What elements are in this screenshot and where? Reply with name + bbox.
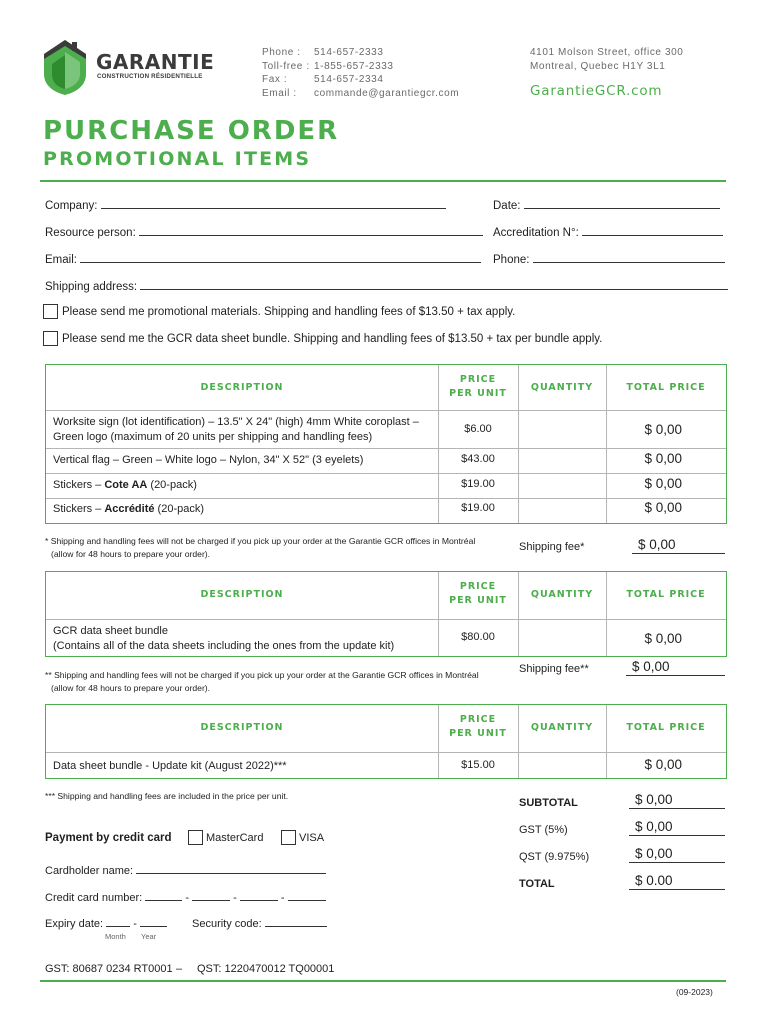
accreditation-field[interactable]	[493, 226, 723, 239]
contact-values	[314, 46, 459, 100]
phone-value: 514-657-2333	[314, 47, 384, 58]
card-number-seg1[interactable]	[145, 891, 182, 901]
contact-labels	[262, 46, 310, 100]
shipping-fee2-label: Shipping fee**	[519, 663, 589, 675]
garantie-logo-icon	[42, 38, 88, 96]
stickers-accredite-price: $19.00	[461, 502, 495, 514]
fax-value: 514-657-2334	[314, 74, 384, 85]
company-label: Company:	[45, 200, 98, 212]
logo-subtitle: CONSTRUCTION RÉSIDENTIELLE	[97, 73, 203, 80]
update-kit-total: $ 0,00	[644, 757, 682, 772]
bundle-total: $ 0,00	[644, 631, 682, 646]
footer-dash: –	[176, 963, 183, 975]
company-field[interactable]	[45, 199, 446, 212]
total-label: TOTAL	[519, 878, 555, 890]
address	[530, 46, 683, 73]
table1-note-line2: (allow for 48 hours to prepare your order).	[51, 549, 211, 559]
table2-header-total: TOTAL PRICE	[626, 589, 706, 600]
date-field[interactable]	[493, 199, 720, 212]
email-value[interactable]: commande@garantiegcr.com	[314, 87, 460, 99]
page-subtitle: PROMOTIONAL ITEMS	[43, 148, 312, 170]
address-line2: Montreal, Quebec H1Y 3L1	[530, 60, 666, 72]
stickers-cote-total: $ 0,00	[644, 476, 682, 491]
worksite-sign-price: $6.00	[464, 423, 492, 435]
qst-label: QST (9.975%)	[519, 851, 590, 863]
gst-number: GST: 80687 0234 RT0001	[45, 963, 173, 975]
page-title: PURCHASE ORDER	[43, 116, 340, 146]
security-code-label: Security code:	[192, 918, 262, 930]
mastercard-checkbox[interactable]	[188, 830, 203, 845]
email-form-label: Email:	[45, 254, 77, 266]
expiry-month-line[interactable]	[106, 917, 130, 927]
table1-header-price-line2: PER UNIT	[449, 388, 507, 399]
phone-line[interactable]	[533, 253, 725, 263]
cardholder-line[interactable]	[136, 864, 326, 874]
shipping-fee2-value: $ 0,00	[626, 659, 725, 676]
stickers-accredite-post: (20-pack)	[154, 503, 205, 515]
visa-label: VISA	[299, 832, 325, 844]
visa-checkbox[interactable]	[281, 830, 296, 845]
table3-header-price	[438, 713, 518, 741]
resource-line[interactable]	[139, 226, 483, 236]
shipping-fee-label: Shipping fee*	[519, 541, 585, 553]
subtotal-value: $ 0,00	[629, 792, 725, 809]
table3-header-price-line2: PER UNIT	[449, 728, 507, 739]
bundle-desc-line1: GCR data sheet bundle	[53, 625, 168, 637]
table2-header-price	[438, 580, 518, 608]
stickers-accredite-desc	[53, 502, 204, 517]
form-version: (09-2023)	[676, 987, 713, 997]
card-number-field[interactable]: Credit card number: - - -	[45, 891, 326, 904]
data-sheet-bundle-table	[45, 571, 727, 657]
qst-value: $ 0,00	[629, 846, 725, 863]
table-row	[53, 624, 394, 654]
tollfree-value: 1-855-657-2333	[314, 60, 394, 72]
worksite-sign-desc-line1: Worksite sign (lot identification) – 13.5" X 24" (high) 4mm White coroplast –	[53, 416, 419, 428]
table-row	[53, 415, 419, 445]
tollfree-label: Toll-free :	[262, 60, 310, 72]
subtotal-label: SUBTOTAL	[519, 797, 578, 809]
table1-note-line1: * Shipping and handling fees will not be charged if you pick up your order at the Garantie GCR offices in Montréal	[45, 536, 476, 546]
table3-header-price-line1: PRICE	[459, 714, 497, 725]
shipping-line[interactable]	[140, 280, 728, 290]
promo-items-table	[45, 364, 727, 524]
table3-header-description: DESCRIPTION	[200, 722, 284, 733]
expiry-label: Expiry date:	[45, 918, 104, 930]
update-kit-table	[45, 704, 727, 779]
expiry-field[interactable]: Expiry date: -	[45, 917, 167, 930]
card-number-label: Credit card number:	[45, 892, 143, 904]
table2-header-description: DESCRIPTION	[200, 589, 284, 600]
update-kit-price: $15.00	[461, 759, 495, 771]
payment-title: Payment by credit card	[45, 832, 172, 844]
table2-note	[45, 669, 479, 695]
shipping-fee-value: $ 0,00	[632, 537, 725, 554]
bundle-desc-line2: (Contains all of the data sheets including the ones from the update kit)	[53, 640, 395, 652]
date-line[interactable]	[524, 199, 720, 209]
cardholder-field[interactable]	[45, 864, 326, 877]
cardholder-label: Cardholder name:	[45, 865, 134, 877]
table1-note	[45, 535, 475, 561]
bundle-checkbox-label: Please send me the GCR data sheet bundle. Shipping and handling fees of $13.50 + tax per bundle apply.	[62, 333, 603, 345]
stickers-accredite-bold: Accrédité	[104, 503, 155, 515]
expiry-month-hint: Month	[105, 932, 126, 941]
expiry-year-line[interactable]	[140, 917, 167, 927]
vertical-flag-desc: Vertical flag – Green – White logo – Nylon, 34" X 52" (3 eyelets)	[53, 454, 364, 466]
title-divider	[40, 180, 726, 182]
email-line[interactable]	[80, 253, 481, 263]
stickers-cote-price: $19.00	[461, 478, 495, 490]
stickers-cote-desc	[53, 478, 197, 493]
gst-label: GST (5%)	[519, 824, 568, 836]
shipping-field[interactable]	[45, 280, 728, 293]
phone-field[interactable]	[493, 253, 725, 266]
worksite-sign-desc-line2: Green logo (maximum of 20 units per shipping and handling fees)	[53, 431, 373, 443]
stickers-cote-pre: Stickers –	[53, 479, 105, 491]
stickers-cote-bold: Cote AA	[104, 479, 148, 491]
table2-header-price-line1: PRICE	[459, 581, 497, 592]
card-number-seg4[interactable]	[288, 891, 326, 901]
logo-name: GARANTIE	[96, 50, 215, 74]
card-number-seg2[interactable]	[192, 891, 230, 901]
table2-note-line1: ** Shipping and handling fees will not be charged if you pick up your order at the Garantie GCR offices in Montréal	[45, 670, 479, 680]
qst-number: QST: 1220470012 TQ00001	[197, 963, 335, 975]
update-kit-desc: Data sheet bundle - Update kit (August 2022)***	[53, 760, 287, 772]
website-link[interactable]: GarantieGCR.com	[530, 83, 663, 99]
email-field[interactable]	[45, 253, 481, 266]
table2-header-quantity: QUANTITY	[530, 589, 594, 600]
mastercard-label: MasterCard	[206, 832, 264, 844]
accreditation-label: Accreditation N°:	[493, 227, 579, 239]
table3-note: *** Shipping and handling fees are included in the price per unit.	[45, 791, 289, 801]
table1-header-total: TOTAL PRICE	[626, 382, 706, 393]
total-value: $ 0.00	[629, 873, 725, 890]
bundle-price: $80.00	[461, 631, 495, 643]
phone-form-label: Phone:	[493, 254, 530, 266]
vertical-flag-price: $43.00	[461, 453, 495, 465]
stickers-accredite-pre: Stickers –	[53, 503, 105, 515]
stickers-cote-post: (20-pack)	[147, 479, 197, 491]
email-label: Email :	[262, 87, 297, 99]
accreditation-line[interactable]	[582, 226, 723, 236]
table1-header-description: DESCRIPTION	[200, 382, 284, 393]
table3-header-quantity: QUANTITY	[530, 722, 594, 733]
table1-header-quantity: QUANTITY	[530, 382, 594, 393]
address-line1: 4101 Molson Street, office 300	[530, 47, 684, 58]
gst-value: $ 0,00	[629, 819, 725, 836]
fax-label: Fax :	[262, 74, 288, 85]
vertical-flag-total: $ 0,00	[644, 451, 682, 466]
table2-note-line2: (allow for 48 hours to prepare your order).	[51, 683, 211, 693]
resource-label: Resource person:	[45, 227, 136, 239]
security-code-line[interactable]	[265, 917, 327, 927]
footer-divider	[40, 980, 726, 982]
table1-header-price-line1: PRICE	[459, 374, 497, 385]
promo-checkbox-label: Please send me promotional materials. Shipping and handling fees of $13.50 + tax apply.	[62, 306, 516, 318]
table3-header-total: TOTAL PRICE	[626, 722, 706, 733]
company-line[interactable]	[101, 199, 446, 209]
table2-header-price-line2: PER UNIT	[449, 595, 507, 606]
expiry-year-hint: Year	[141, 932, 157, 941]
date-label: Date:	[493, 200, 521, 212]
worksite-sign-total: $ 0,00	[644, 422, 682, 437]
phone-label: Phone :	[262, 47, 301, 58]
promo-checkbox[interactable]	[43, 304, 58, 319]
resource-field[interactable]	[45, 226, 483, 239]
security-code-field[interactable]	[192, 917, 327, 930]
card-number-seg3[interactable]	[240, 891, 278, 901]
shipping-label: Shipping address:	[45, 281, 138, 293]
bundle-checkbox[interactable]	[43, 331, 58, 346]
table1-header-price	[438, 373, 518, 401]
stickers-accredite-total: $ 0,00	[644, 500, 682, 515]
